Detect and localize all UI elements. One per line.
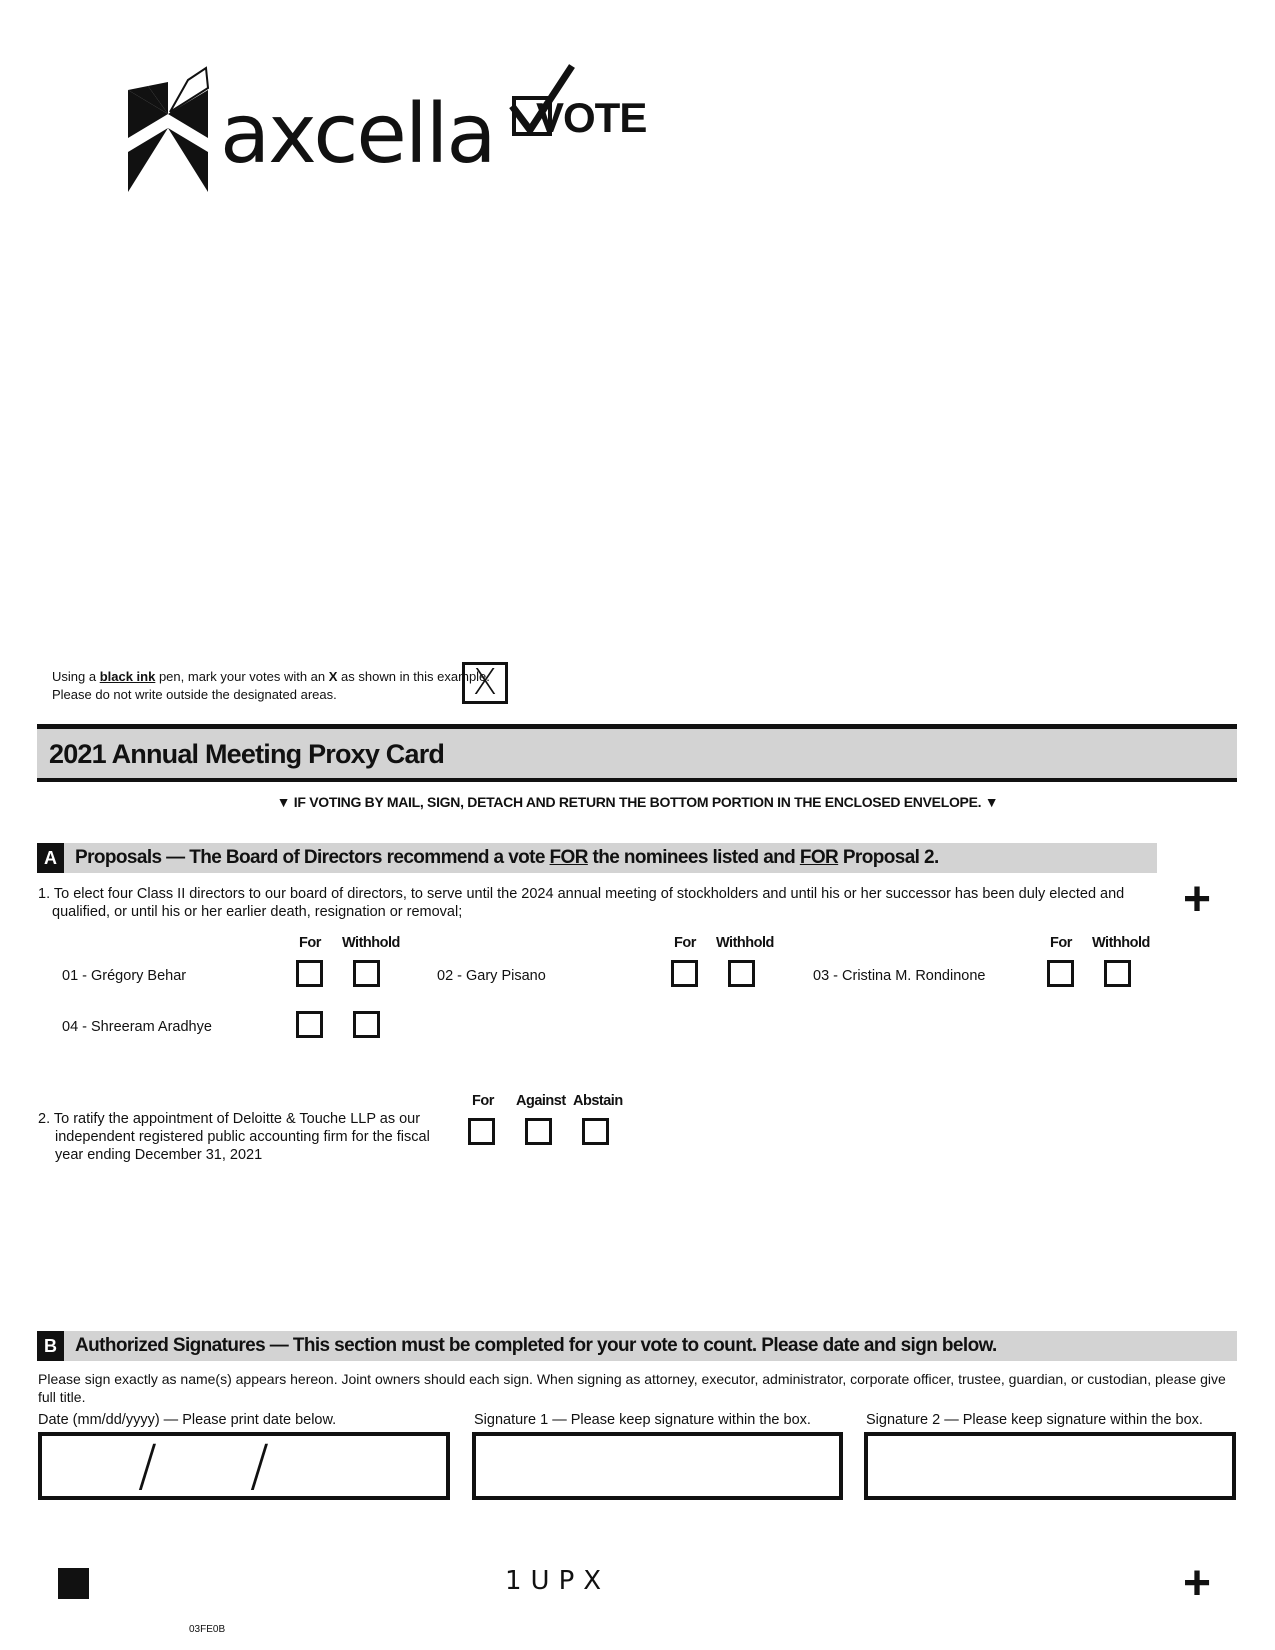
- nominee-01-name: 01 - Grégory Behar: [62, 968, 187, 984]
- mail-instructions: [0, 794, 1275, 810]
- section-b-title: Authorized Signatures — This section must be completed for your vote to count. Please date and sign below.: [75, 1335, 997, 1356]
- instruction-line-2: Please do not write outside the designated areas.: [52, 687, 337, 702]
- proposal-1-text: 1. To elect four Class II directors to our board of directors, to serve until the 2024 annual meeting of stockholders and until his or her successor has been duly elected and qualified, or until his or her earlier death, resignation or removal;: [38, 886, 1125, 920]
- instruction-line-1: Using a black ink pen, mark your votes with an X as shown in this example.: [52, 669, 490, 684]
- registration-plus-mark: +: [1183, 873, 1212, 926]
- proposal-2-for-checkbox[interactable]: [468, 1118, 495, 1145]
- nominee-01-for-checkbox[interactable]: [296, 960, 323, 987]
- p2-abstain-label: Abstain: [573, 1093, 623, 1109]
- nominee-02-withhold-checkbox[interactable]: [728, 960, 755, 987]
- axcella-logo: [128, 62, 668, 192]
- col-for-label: For: [674, 935, 696, 951]
- section-b-header: [37, 1331, 1237, 1361]
- date-input-box[interactable]: [38, 1432, 450, 1500]
- down-arrow-icon: ▼: [984, 794, 999, 810]
- company-wordmark: axcella: [220, 87, 495, 182]
- nominee-03-for-checkbox[interactable]: [1047, 960, 1074, 987]
- axcella-mark-icon: [128, 62, 668, 192]
- section-a-header: [37, 843, 1157, 873]
- nominee-04-name: 04 - Shreeram Aradhye: [62, 1019, 212, 1035]
- signature-2-box[interactable]: [864, 1432, 1236, 1500]
- form-id: 03FE0B: [189, 1624, 226, 1635]
- col-for-label: For: [1050, 935, 1072, 951]
- signature-2-label: Signature 2 — Please keep signature within the box.: [866, 1412, 1203, 1428]
- col-withhold-label: Withhold: [716, 935, 774, 951]
- col-withhold-label: Withhold: [342, 935, 400, 951]
- nominee-02-name: 02 - Gary Pisano: [437, 968, 546, 984]
- col-withhold-label: Withhold: [1092, 935, 1150, 951]
- registration-square-mark: [58, 1568, 89, 1599]
- proposal-2-text: 2. To ratify the appointment of Deloitte & Touche LLP as our independent registered public accounting firm for the fiscal year ending December 31, 2021: [38, 1111, 430, 1163]
- p2-against-label: Against: [516, 1093, 566, 1109]
- marking-instructions: [52, 668, 490, 704]
- signature-1-box[interactable]: [472, 1432, 843, 1500]
- example-x-mark: X: [472, 662, 498, 703]
- page-title: 2021 Annual Meeting Proxy Card: [49, 739, 445, 769]
- date-separator-2: /: [250, 1434, 269, 1499]
- mail-note-text: IF VOTING BY MAIL, SIGN, DETACH AND RETURN THE BOTTOM PORTION IN THE ENCLOSED ENVELOPE.: [293, 794, 982, 810]
- nominee-01-withhold-checkbox[interactable]: [353, 960, 380, 987]
- section-a-title: Proposals — The Board of Directors recommend a vote FOR the nominees listed and FOR Proposal 2.: [75, 847, 939, 868]
- nominee-03-name: 03 - Cristina M. Rondinone: [813, 968, 986, 984]
- nominee-04-for-checkbox[interactable]: [296, 1011, 323, 1038]
- signature-1-label: Signature 1 — Please keep signature within the box.: [474, 1412, 811, 1428]
- down-arrow-icon: ▼: [276, 794, 291, 810]
- form-code: 1UPX: [505, 1566, 611, 1596]
- date-label: Date (mm/dd/yyyy) — Please print date below.: [38, 1412, 337, 1428]
- nominee-04-withhold-checkbox[interactable]: [353, 1011, 380, 1038]
- proposal-2-against-checkbox[interactable]: [525, 1118, 552, 1145]
- registration-plus-mark: +: [1183, 1557, 1212, 1610]
- nominee-02-for-checkbox[interactable]: [671, 960, 698, 987]
- col-for-label: For: [299, 935, 321, 951]
- signature-instructions: Please sign exactly as name(s) appears hereon. Joint owners should each sign. When signing as attorney, executor, administrator, corporate officer, trustee, guardian, or custodian, please give full title.: [38, 1371, 1226, 1405]
- proxy-card-title-bar: [37, 724, 1237, 782]
- vote-wordmark: VOTE: [536, 94, 647, 141]
- example-mark-box: [462, 662, 508, 704]
- date-separator-1: /: [138, 1434, 157, 1499]
- proposal-2-abstain-checkbox[interactable]: [582, 1118, 609, 1145]
- p2-for-label: For: [472, 1093, 494, 1109]
- nominee-03-withhold-checkbox[interactable]: [1104, 960, 1131, 987]
- section-a-badge: A: [37, 843, 64, 873]
- section-b-badge: B: [37, 1331, 64, 1361]
